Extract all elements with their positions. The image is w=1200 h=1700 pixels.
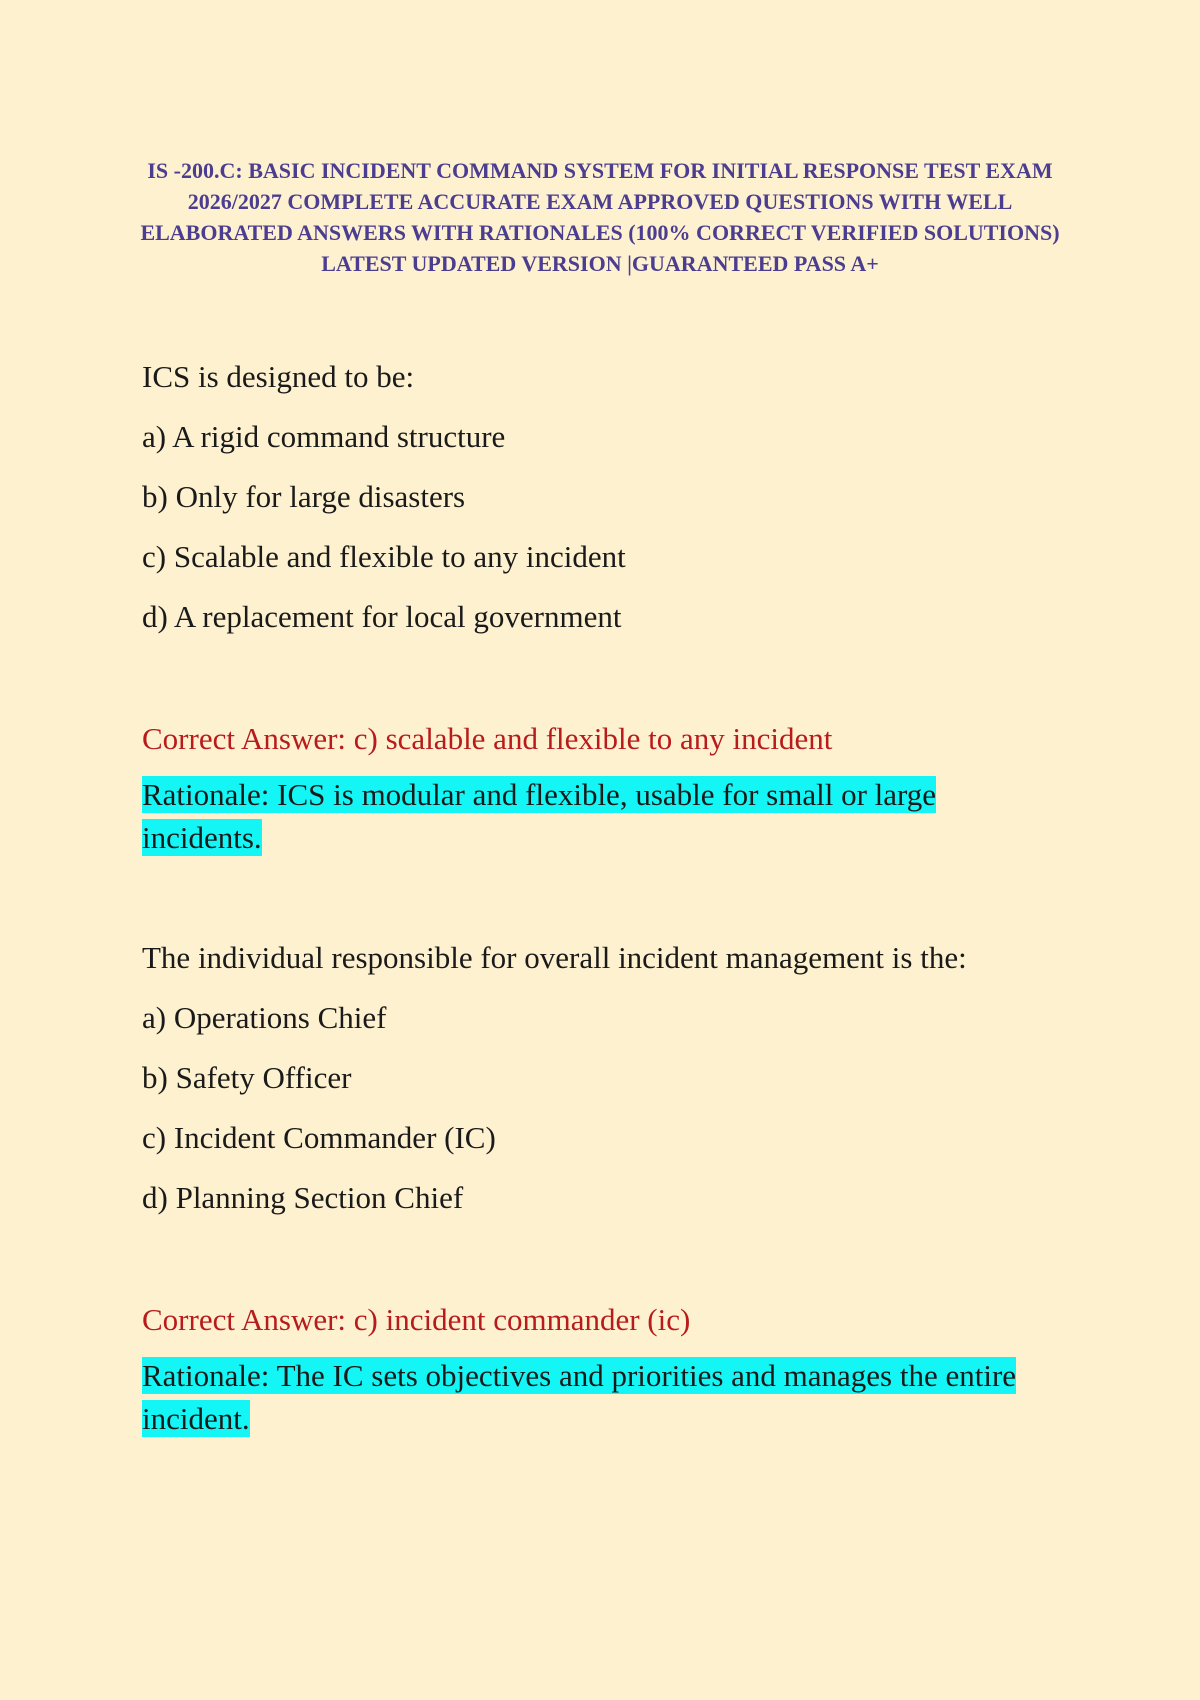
question-text: ICS is designed to be: [142, 359, 415, 394]
question-text: The individual responsible for overall incident management is the: [142, 940, 967, 975]
option-a: a) A rigid command structure [142, 419, 506, 454]
question-block [142, 357, 1082, 859]
option-d: d) A replacement for local government [142, 599, 622, 634]
document-title: IS -200.C: BASIC INCIDENT COMMAND SYSTEM FOR INITIAL RESPONSE TEST EXAM 2026/2027 COMPLETE ACCURATE EXAM APPROVED QUESTIONS WITH WELL ELABORATED ANSWERS WITH RATIONALES (100% CORRECT VERIFIED SOLUTIONS) LATEST UPDATED VERSION |GUARANTEED PASS A+ [140, 158, 1060, 276]
option-c: c) Scalable and flexible to any incident [142, 539, 626, 574]
rationale-highlight: Rationale: The IC sets objectives and priorities and manages the entire incident. [142, 1358, 1017, 1436]
option-b: b) Safety Officer [142, 1060, 352, 1095]
rationale [142, 1354, 1062, 1440]
option-c: c) Incident Commander (IC) [142, 1120, 496, 1155]
option-b: b) Only for large disasters [142, 479, 466, 514]
option-d: d) Planning Section Chief [142, 1180, 464, 1215]
correct-answer: Correct Answer: c) incident commander (ic) [142, 1302, 691, 1337]
correct-answer: Correct Answer: c) scalable and flexible to any incident [142, 721, 833, 756]
option-a: a) Operations Chief [142, 1000, 387, 1035]
rationale-highlight: Rationale: ICS is modular and flexible, usable for small or large incidents. [142, 777, 937, 855]
rationale [142, 773, 1062, 859]
question-block [142, 938, 1082, 1440]
